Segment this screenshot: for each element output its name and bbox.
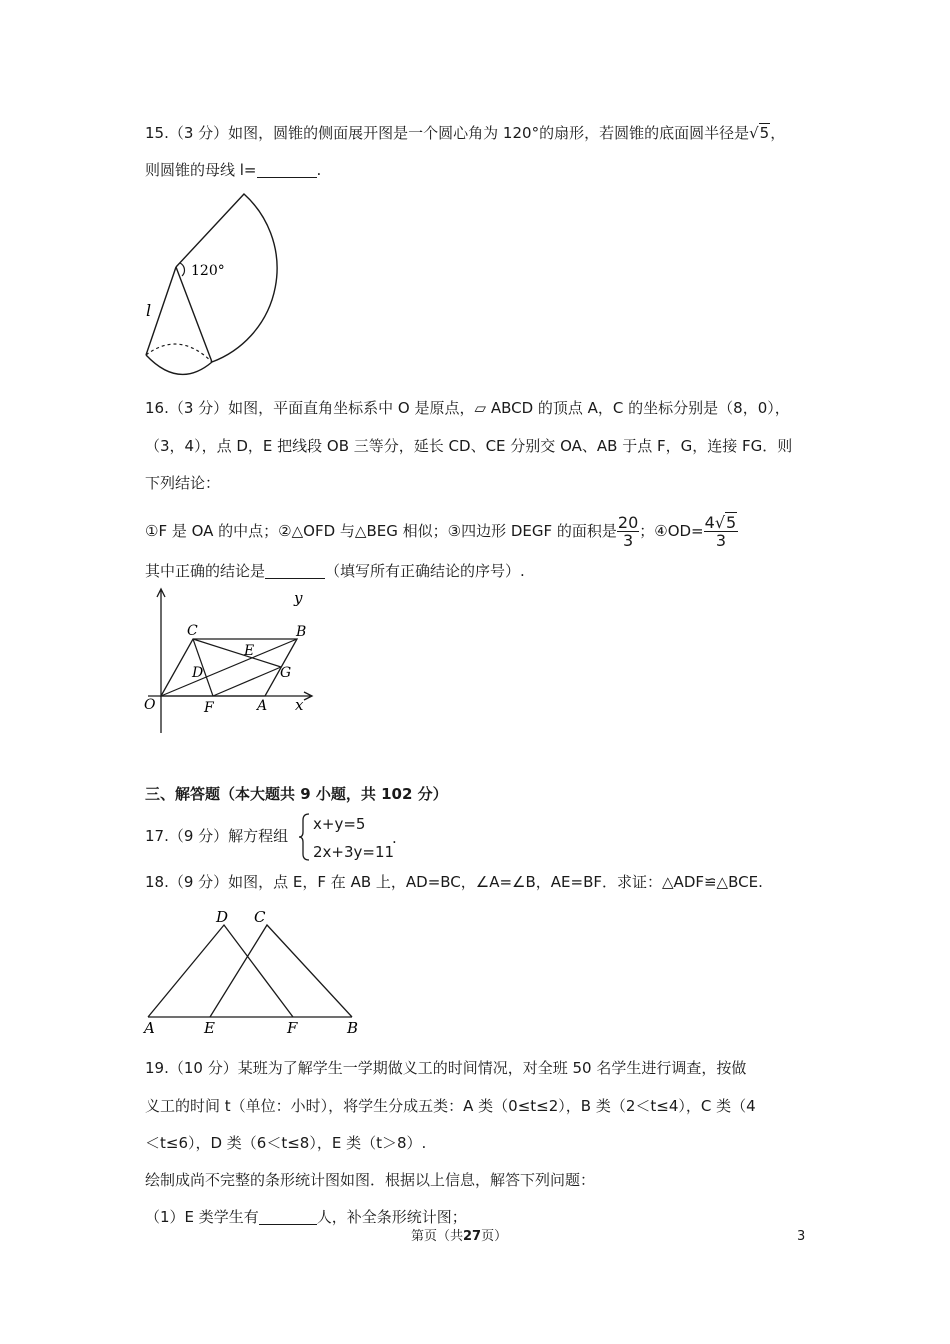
- label-e: E: [204, 1019, 215, 1037]
- q17-prefix: 17.（9 分）解方程组: [145, 827, 289, 845]
- q15-line1: 15.（3 分）如图，圆锥的侧面展开图是一个圆心角为 120°的扇形，若圆锥的底面圆半径是√5，: [145, 124, 786, 142]
- label-f: F: [287, 1019, 298, 1037]
- q18-text: 18.（9 分）如图，点 E，F 在 AB 上，AD=BC，∠A=∠B，AE=BF．求证：△ADF≌△BCE.: [145, 873, 763, 891]
- q19-line1: 19.（10 分）某班为了解学生一学期做义工的时间情况，对全班 50 名学生进行调查，按做: [145, 1059, 747, 1077]
- sqrt-expression: √5: [749, 124, 770, 142]
- answer-blank: [265, 562, 325, 579]
- q15-line2: 则圆锥的母线 l= .: [145, 161, 322, 179]
- section-heading: 三、解答题（本大题共 9 小题，共 102 分）: [145, 785, 448, 803]
- q16-line1: 16.（3 分）如图，平面直角坐标系中 O 是原点，▱ ABCD 的顶点 A，C 的坐标分别是（8，0），: [145, 399, 790, 417]
- segment-ob: [161, 639, 297, 696]
- fraction-20-3: $\frac{20}{3}$: [617, 513, 639, 550]
- answer-blank: [259, 1208, 317, 1225]
- segment-cg: [193, 639, 281, 667]
- angle-label: 120°: [191, 263, 225, 279]
- parallelogram-figure: [140, 585, 320, 735]
- label-g: G: [280, 665, 292, 681]
- q19-line4: 绘制成尚不完整的条形统计图如图．根据以上信息，解答下列问题：: [145, 1171, 596, 1189]
- cone-base-front: [146, 355, 212, 374]
- label-c: C: [187, 623, 198, 639]
- brace-icon: [298, 812, 312, 862]
- triangle-adf: [148, 925, 293, 1017]
- segment-fg: [213, 667, 281, 696]
- label-e: E: [244, 643, 255, 659]
- label-a: A: [144, 1019, 155, 1037]
- label-d: D: [216, 908, 229, 926]
- label-f: F: [204, 700, 214, 716]
- q17-eq2: 2x+3y=11: [313, 843, 395, 861]
- label-b: B: [296, 624, 307, 640]
- q16-line2: （3，4），点 D，E 把线段 OB 三等分，延长 CD、CE 分别交 OA、AB 于点 F，G，连接 FG．则: [145, 437, 793, 455]
- answer-blank: [257, 161, 317, 178]
- q16-line3: 下列结论：: [145, 474, 221, 492]
- page-footer: 第页（共27页）: [411, 1229, 508, 1244]
- label-c: C: [254, 908, 266, 926]
- angle-arc: [180, 263, 184, 276]
- cone-base-back: [146, 344, 212, 362]
- triangle-bce: [210, 925, 352, 1017]
- label-a: A: [257, 698, 268, 714]
- q16-line5: 其中正确的结论是 （填写所有正确结论的序号）.: [145, 562, 525, 580]
- q17-eq1: x+y=5: [313, 815, 366, 833]
- label-x: x: [295, 696, 304, 714]
- label-d: D: [192, 665, 204, 681]
- cone-sector-figure: [140, 190, 290, 385]
- page-number: 3: [797, 1229, 806, 1244]
- q19-line5: （1）E 类学生有 人，补全条形统计图；: [145, 1208, 467, 1226]
- cone-sides: [146, 267, 212, 362]
- label-o: O: [144, 697, 156, 713]
- q17-end: .: [392, 829, 397, 847]
- fraction-od: $\frac{4√5}{3}$: [704, 513, 737, 550]
- q19-line2: 义工的时间 t（单位：小时），将学生分成五类：A 类（0≤t≤2），B 类（2＜t≤4），C 类（4: [145, 1097, 756, 1115]
- label-y: y: [294, 589, 303, 607]
- label-b: B: [347, 1019, 359, 1037]
- q19-line3: ＜t≤6），D 类（6＜t≤8），E 类（t＞8）.: [145, 1134, 427, 1152]
- q16-line4: ①F 是 OA 的中点；②△OFD 与△BEG 相似；③四边形 DEGF 的面积是 $\frac{20}{3}$ ；④OD= $\frac{4√5}{3}$: [145, 513, 737, 550]
- triangles-figure: [140, 905, 370, 1037]
- slant-label: l: [146, 301, 152, 320]
